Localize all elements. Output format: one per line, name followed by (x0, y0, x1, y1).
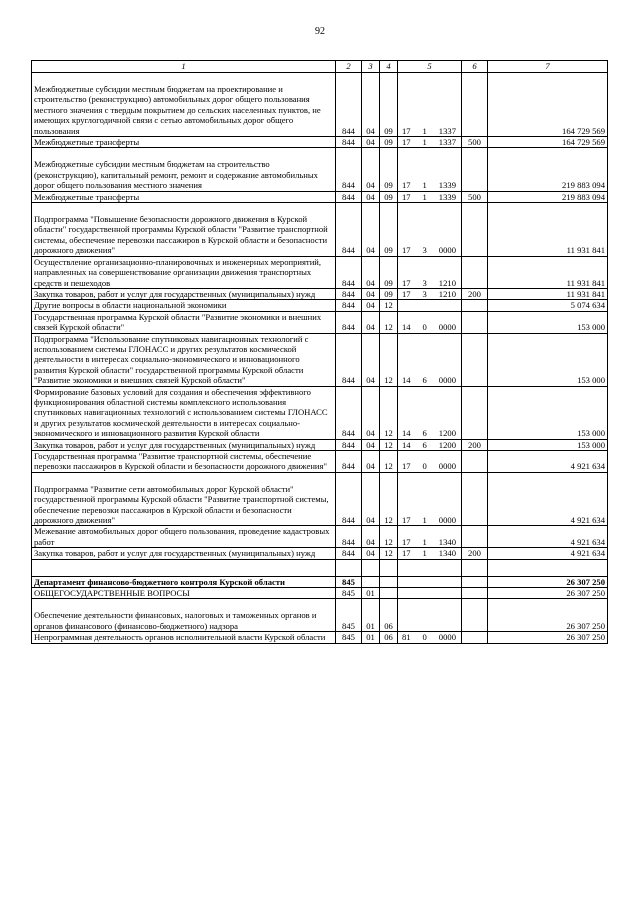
target-article-parts (400, 289, 459, 299)
target-article-subprogram: 1 (422, 515, 427, 526)
cell-target-article (398, 191, 462, 202)
cell-target-article (398, 451, 462, 473)
target-article-subprogram: 0 (422, 461, 427, 472)
header-col-5: 5 (398, 61, 462, 73)
target-article-subprogram: 6 (422, 375, 427, 386)
target-article-direction: 0000 (438, 322, 456, 333)
cell-expense-type (462, 526, 488, 548)
empty-cell (362, 559, 380, 576)
cell-amount: 4 921 634 (488, 526, 608, 548)
empty-cell (398, 559, 462, 576)
cell-amount: 5 074 634 (488, 300, 608, 311)
cell-subsection: 09 (380, 191, 398, 202)
cell-subsection: 12 (380, 451, 398, 473)
cell-ministry: 844 (336, 73, 362, 137)
cell-amount: 164 729 569 (488, 137, 608, 148)
cell-ministry: 845 (336, 632, 362, 643)
target-article-direction: 1200 (438, 439, 456, 450)
cell-expense-type (462, 576, 488, 587)
target-article-program: 17 (402, 288, 411, 299)
cell-expense-type: 200 (462, 439, 488, 450)
target-article-program: 17 (402, 548, 411, 559)
table-row (32, 333, 608, 386)
cell-target-article (398, 300, 462, 311)
target-article-subprogram: 3 (422, 288, 427, 299)
cell-amount: 153 000 (488, 386, 608, 439)
cell-section: 04 (362, 333, 380, 386)
target-article-subprogram: 0 (422, 632, 427, 643)
cell-section: 04 (362, 288, 380, 299)
cell-target-article (398, 73, 462, 137)
target-article-subprogram: 6 (422, 428, 427, 439)
target-article-parts (400, 548, 459, 558)
cell-ministry: 844 (336, 137, 362, 148)
cell-section: 04 (362, 526, 380, 548)
cell-target-article (398, 439, 462, 450)
target-article-direction: 0000 (438, 632, 456, 643)
target-article-subprogram: 0 (422, 322, 427, 333)
target-article-parts (400, 126, 459, 136)
header-col-6: 6 (462, 61, 488, 73)
cell-section: 04 (362, 386, 380, 439)
cell-section: 04 (362, 300, 380, 311)
cell-name: Подпрограмма "Развитие сети автомобильных дорог Курской области" государственной программы Курской области "Развитие транспортной системы, обеспечение перевозки пассажиров в Курской области и безопасности дорожного движения" (32, 472, 336, 526)
target-article-program: 14 (402, 428, 411, 439)
target-article-subprogram: 6 (422, 439, 427, 450)
target-article-program: 17 (402, 137, 411, 148)
target-article-direction: 0000 (438, 461, 456, 472)
budget-table (31, 60, 608, 644)
target-article-direction: 0000 (438, 245, 456, 256)
cell-amount: 26 307 250 (488, 576, 608, 587)
cell-amount: 11 931 841 (488, 256, 608, 288)
target-article-subprogram: 1 (422, 137, 427, 148)
table-row (32, 632, 608, 643)
cell-target-article (398, 526, 462, 548)
cell-target-article (398, 548, 462, 559)
table-row (32, 73, 608, 137)
cell-section: 01 (362, 632, 380, 643)
cell-name: Межбюджетные трансферты (32, 137, 336, 148)
cell-amount: 164 729 569 (488, 73, 608, 137)
target-article-program: 17 (402, 245, 411, 256)
cell-amount: 26 307 250 (488, 632, 608, 643)
table-row (32, 137, 608, 148)
header-col-2: 2 (336, 61, 362, 73)
target-article-parts (400, 137, 459, 147)
cell-name: Департамент финансово-бюджетного контроля Курской области (32, 576, 336, 587)
cell-subsection: 09 (380, 137, 398, 148)
cell-target-article (398, 632, 462, 643)
cell-expense-type (462, 588, 488, 599)
target-article-direction: 1339 (438, 191, 456, 202)
cell-expense-type (462, 333, 488, 386)
cell-section: 04 (362, 472, 380, 526)
cell-subsection: 09 (380, 288, 398, 299)
target-article-direction: 1340 (438, 536, 456, 547)
cell-target-article (398, 588, 462, 599)
target-article-program: 14 (402, 322, 411, 333)
target-article-direction: 1210 (438, 277, 456, 288)
target-article-parts (400, 375, 459, 385)
cell-ministry: 844 (336, 439, 362, 450)
cell-name: ОБЩЕГОСУДАРСТВЕННЫЕ ВОПРОСЫ (32, 588, 336, 599)
table-row (32, 576, 608, 587)
cell-subsection: 12 (380, 333, 398, 386)
cell-amount: 219 883 094 (488, 148, 608, 191)
cell-subsection (380, 588, 398, 599)
table-row (32, 548, 608, 559)
cell-ministry: 844 (336, 203, 362, 257)
cell-target-article (398, 472, 462, 526)
target-article-direction: 1200 (438, 428, 456, 439)
table-row (32, 191, 608, 202)
table-row (32, 311, 608, 333)
target-article-subprogram: 1 (422, 191, 427, 202)
target-article-parts (400, 180, 459, 190)
cell-amount: 4 921 634 (488, 451, 608, 473)
cell-subsection: 09 (380, 256, 398, 288)
cell-expense-type (462, 203, 488, 257)
target-article-program: 14 (402, 439, 411, 450)
cell-amount: 219 883 094 (488, 191, 608, 202)
cell-section: 04 (362, 73, 380, 137)
cell-subsection: 12 (380, 526, 398, 548)
target-article-program: 14 (402, 375, 411, 386)
cell-ministry: 844 (336, 300, 362, 311)
target-article-program: 17 (402, 461, 411, 472)
cell-ministry: 844 (336, 386, 362, 439)
cell-section: 01 (362, 599, 380, 632)
table-row (32, 526, 608, 548)
table-row (32, 256, 608, 288)
cell-ministry: 844 (336, 148, 362, 191)
target-article-direction: 0000 (438, 515, 456, 526)
cell-section: 04 (362, 311, 380, 333)
cell-expense-type (462, 148, 488, 191)
cell-amount: 26 307 250 (488, 599, 608, 632)
cell-subsection: 12 (380, 472, 398, 526)
table-row (32, 148, 608, 191)
cell-ministry: 844 (336, 333, 362, 386)
cell-section: 04 (362, 439, 380, 450)
cell-amount: 11 931 841 (488, 203, 608, 257)
target-article-direction: 1337 (438, 125, 456, 136)
target-article-direction: 1340 (438, 548, 456, 559)
cell-target-article (398, 256, 462, 288)
cell-ministry: 844 (336, 256, 362, 288)
cell-subsection: 12 (380, 311, 398, 333)
header-col-3: 3 (362, 61, 380, 73)
target-article-parts (400, 537, 459, 547)
cell-amount: 11 931 841 (488, 288, 608, 299)
table-row (32, 599, 608, 632)
empty-cell (488, 559, 608, 576)
cell-target-article (398, 148, 462, 191)
target-article-program: 17 (402, 180, 411, 191)
target-article-parts (400, 192, 459, 202)
target-article-parts (400, 322, 459, 332)
cell-amount: 153 000 (488, 439, 608, 450)
empty-cell (380, 559, 398, 576)
table-row (32, 588, 608, 599)
header-col-7: 7 (488, 61, 608, 73)
cell-expense-type (462, 256, 488, 288)
cell-ministry: 844 (336, 526, 362, 548)
cell-subsection: 12 (380, 439, 398, 450)
target-article-direction: 1337 (438, 137, 456, 148)
target-article-program: 17 (402, 277, 411, 288)
cell-section (362, 576, 380, 587)
empty-cell (336, 559, 362, 576)
cell-ministry: 845 (336, 599, 362, 632)
cell-name: Непрограммная деятельность органов исполнительной власти Курской области (32, 632, 336, 643)
table-row (32, 472, 608, 526)
cell-amount: 153 000 (488, 311, 608, 333)
target-article-subprogram: 1 (422, 125, 427, 136)
target-article-parts (400, 278, 459, 288)
cell-section: 04 (362, 191, 380, 202)
header-col-1: 1 (32, 61, 336, 73)
table-row (32, 386, 608, 439)
table-row (32, 203, 608, 257)
cell-amount: 26 307 250 (488, 588, 608, 599)
cell-expense-type (462, 311, 488, 333)
cell-target-article (398, 203, 462, 257)
target-article-direction: 1210 (438, 288, 456, 299)
cell-amount: 4 921 634 (488, 472, 608, 526)
target-article-subprogram: 3 (422, 277, 427, 288)
cell-expense-type (462, 300, 488, 311)
cell-section: 04 (362, 451, 380, 473)
table-row (32, 300, 608, 311)
cell-expense-type (462, 472, 488, 526)
target-article-program: 17 (402, 515, 411, 526)
cell-ministry: 844 (336, 548, 362, 559)
cell-ministry: 844 (336, 191, 362, 202)
cell-ministry: 844 (336, 311, 362, 333)
cell-target-article (398, 137, 462, 148)
cell-target-article (398, 599, 462, 632)
cell-name: Формирование базовых условий для создания и обеспечения эффективного функционирования областной системы комплексного использования спутниковых навигационных технологий с использованием системы ГЛОНАСС и других результатов космической деятельности в интересах социально-экономического и инновационного развития Курской области (32, 386, 336, 439)
cell-expense-type (462, 73, 488, 137)
target-article-parts (400, 428, 459, 438)
cell-subsection: 09 (380, 148, 398, 191)
cell-expense-type: 500 (462, 137, 488, 148)
cell-expense-type (462, 451, 488, 473)
cell-subsection: 06 (380, 599, 398, 632)
cell-expense-type: 500 (462, 191, 488, 202)
header-row (32, 61, 608, 73)
target-article-program: 17 (402, 536, 411, 547)
cell-target-article (398, 311, 462, 333)
cell-name: Межбюджетные субсидии местным бюджетам на проектирование и строительство (реконструкцию) автомобильных дорог общего пользования местного значения с твердым покрытием до сельских населенных пунктов, не имеющих круглогодичной связи с сетью автомобильных дорог общего пользования (32, 73, 336, 137)
cell-subsection: 06 (380, 632, 398, 643)
target-article-subprogram: 1 (422, 536, 427, 547)
cell-name: Другие вопросы в области национальной экономики (32, 300, 336, 311)
target-article-subprogram: 1 (422, 548, 427, 559)
target-article-parts (400, 515, 459, 525)
table-row (32, 451, 608, 473)
target-article-program: 17 (402, 191, 411, 202)
cell-subsection: 12 (380, 548, 398, 559)
cell-target-article (398, 288, 462, 299)
cell-name: Межбюджетные трансферты (32, 191, 336, 202)
cell-subsection: 09 (380, 73, 398, 137)
cell-ministry: 844 (336, 451, 362, 473)
table-body (32, 73, 608, 644)
cell-section: 04 (362, 203, 380, 257)
target-article-direction: 1339 (438, 180, 456, 191)
cell-ministry: 845 (336, 576, 362, 587)
cell-amount: 153 000 (488, 333, 608, 386)
cell-name: Межбюджетные субсидии местным бюджетам на строительство (реконструкцию), капитальный ремонт, ремонт и содержание автомобильных дорог общего пользования местного значения (32, 148, 336, 191)
cell-amount: 4 921 634 (488, 548, 608, 559)
cell-ministry: 844 (336, 288, 362, 299)
cell-section: 04 (362, 137, 380, 148)
cell-expense-type: 200 (462, 288, 488, 299)
empty-cell (462, 559, 488, 576)
cell-subsection: 12 (380, 300, 398, 311)
cell-subsection (380, 576, 398, 587)
target-article-parts (400, 461, 459, 471)
cell-expense-type (462, 599, 488, 632)
cell-name: Закупка товаров, работ и услуг для государственных (муниципальных) нужд (32, 439, 336, 450)
cell-name: Межевание автомобильных дорог общего пользования, проведение кадастровых работ (32, 526, 336, 548)
cell-name: Обеспечение деятельности финансовых, налоговых и таможенных органов и органов финансового (финансово-бюджетного) надзора (32, 599, 336, 632)
cell-name: Закупка товаров, работ и услуг для государственных (муниципальных) нужд (32, 288, 336, 299)
cell-name: Закупка товаров, работ и услуг для государственных (муниципальных) нужд (32, 548, 336, 559)
target-article-parts (400, 440, 459, 450)
header-col-4: 4 (380, 61, 398, 73)
cell-name: Государственная программа Курской области "Развитие экономики и внешних связей Курской области" (32, 311, 336, 333)
cell-target-article (398, 386, 462, 439)
target-article-subprogram: 1 (422, 180, 427, 191)
cell-subsection: 12 (380, 386, 398, 439)
cell-ministry: 844 (336, 472, 362, 526)
cell-section: 01 (362, 588, 380, 599)
cell-target-article (398, 576, 462, 587)
cell-name: Подпрограмма "Использование спутниковых навигационных технологий с использованием системы ГЛОНАСС и других результатов космической деятельности в интересах социально-экономического и инновационного развития Курской области" государственной программы Курской области "Развитие экономики и внешних связей Курской области" (32, 333, 336, 386)
page-number: 92 (315, 26, 325, 37)
cell-section: 04 (362, 148, 380, 191)
table-row (32, 439, 608, 450)
table-row (32, 288, 608, 299)
target-article-parts (400, 632, 459, 642)
target-article-subprogram: 3 (422, 245, 427, 256)
target-article-parts (400, 245, 459, 255)
cell-section: 04 (362, 256, 380, 288)
target-article-direction: 0000 (438, 375, 456, 386)
target-article-program: 81 (402, 632, 411, 643)
target-article-program: 17 (402, 125, 411, 136)
empty-cell (32, 559, 336, 576)
cell-expense-type (462, 632, 488, 643)
cell-name: Осуществление организационно-планировочных и инженерных мероприятий, направленных на совершенствование организации движения транспортных средств и пешеходов (32, 256, 336, 288)
table-row (32, 559, 608, 576)
cell-subsection: 09 (380, 203, 398, 257)
cell-expense-type (462, 386, 488, 439)
cell-name: Подпрограмма "Повышение безопасности дорожного движения в Курской области" государственной программы Курской области "Развитие транспортной системы, обеспечение перевозки пассажиров в Курской области и безопасности дорожного движения" (32, 203, 336, 257)
cell-ministry: 845 (336, 588, 362, 599)
cell-target-article (398, 333, 462, 386)
cell-expense-type: 200 (462, 548, 488, 559)
cell-section: 04 (362, 548, 380, 559)
cell-name: Государственная программа "Развитие транспортной системы, обеспечение перевозки пассажиров в Курской области и безопасности дорожного движения" (32, 451, 336, 473)
